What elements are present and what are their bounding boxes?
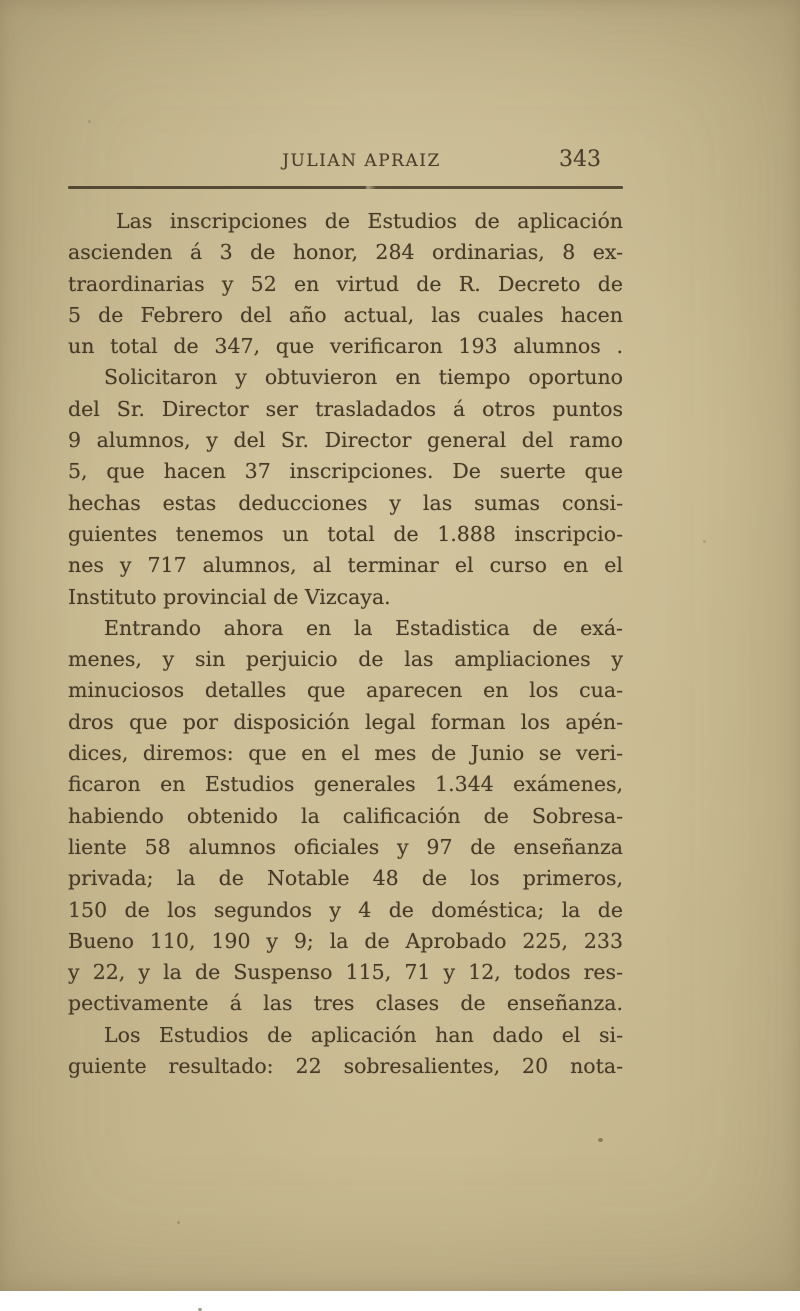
text-line: Entrando ahora en la Estadistica de exá-: [104, 615, 623, 640]
ink-speck: [598, 1138, 603, 1142]
text-line: liente 58 alumnos oficiales y 97 de enseñanza: [68, 834, 623, 859]
running-head: [68, 147, 623, 181]
text-line: minuciosos detalles que aparecen en los cua-: [68, 678, 623, 703]
text-line: hechas estas deducciones y las sumas consi-: [68, 490, 623, 515]
text-line: dros que por disposición legal forman los apén-: [68, 709, 623, 734]
text-line: Bueno 110, 190 y 9; la de Aprobado 225, 233: [68, 928, 623, 953]
text-line: ascienden á 3 de honor, 284 ordinarias, 8 ex-: [68, 240, 623, 265]
text-line: Solicitaron y obtuvieron en tiempo oportuno: [104, 365, 623, 390]
running-head-author: JULIAN APRAIZ: [282, 151, 441, 171]
page-number: 343: [559, 147, 601, 172]
text-line: guiente resultado: 22 sobresalientes, 20 nota-: [68, 1054, 623, 1079]
text-line: un total de 347, que verificaron 193 alumnos .: [68, 334, 623, 359]
text-line: 150 de los segundos y 4 de doméstica; la de: [68, 897, 623, 922]
body-text: [68, 206, 623, 1082]
text-line: Los Estudios de aplicación han dado el si-: [104, 1022, 623, 1047]
text-line: del Sr. Director ser trasladados á otros puntos: [68, 396, 623, 421]
text-line: privada; la de Notable 48 de los primeros,: [68, 866, 623, 891]
ink-speck: [703, 540, 706, 543]
text-line: habiendo obtenido la calificación de Sobresa-: [68, 803, 623, 828]
text-line: pectivamente á las tres clases de enseñanza.: [68, 991, 623, 1016]
text-line: 5, que hacen 37 inscripciones. De suerte que: [68, 459, 623, 484]
text-line: menes, y sin perjuicio de las ampliaciones y: [68, 647, 623, 672]
text-line: 9 alumnos, y del Sr. Director general del ramo: [68, 428, 623, 453]
text-line: 5 de Febrero del año actual, las cuales hacen: [68, 302, 623, 327]
ink-speck: [177, 1221, 180, 1224]
text-line: Instituto provincial de Vizcaya.: [68, 584, 391, 609]
text-line: ficaron en Estudios generales 1.344 exámenes,: [68, 772, 623, 797]
text-line: nes y 717 alumnos, al terminar el curso en el: [68, 553, 623, 578]
text-line: traordinarias y 52 en virtud de R. Decreto de: [68, 271, 623, 296]
ink-speck: [88, 120, 91, 123]
text-line: dices, diremos: que en el mes de Junio se veri-: [68, 741, 623, 766]
text-line: Las inscripciones de Estudios de aplicación: [116, 209, 623, 233]
text-line: guientes tenemos un total de 1.888 inscripcio-: [68, 521, 623, 546]
text-line: y 22, y la de Suspenso 115, 71 y 12, todos res-: [68, 960, 623, 985]
header-rule: [68, 186, 623, 189]
